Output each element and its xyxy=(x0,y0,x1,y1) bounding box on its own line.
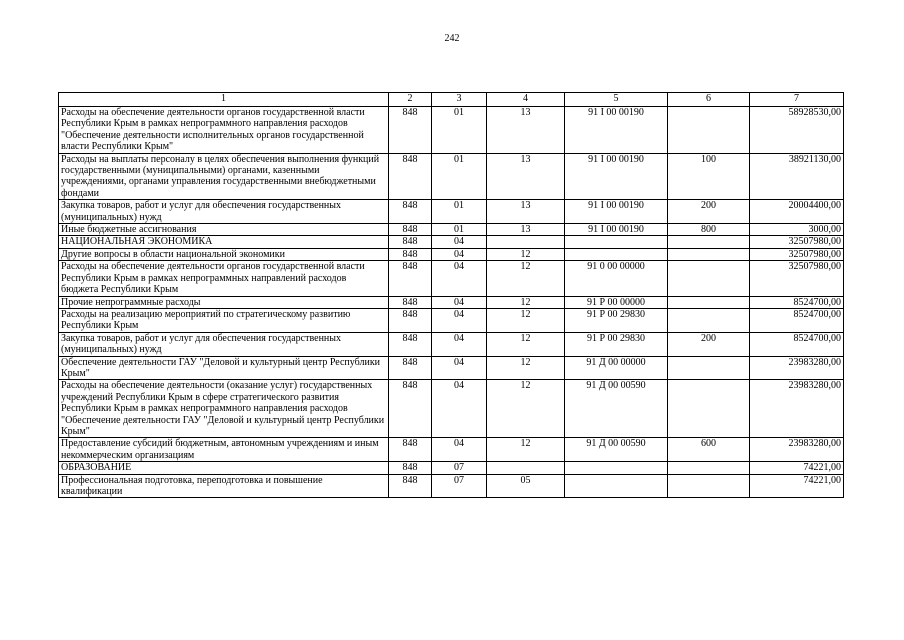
table-row xyxy=(59,224,844,236)
row-sum: 38921130,00 xyxy=(750,153,844,200)
table-row xyxy=(59,438,844,462)
table-row xyxy=(59,248,844,260)
row-name: Предоставление субсидий бюджетным, автономным учреждениям и иным некоммерческим организациям xyxy=(59,438,389,462)
row-csr xyxy=(565,474,668,498)
row-ved: 848 xyxy=(389,438,432,462)
header-col-2: 2 xyxy=(389,93,432,107)
row-ved: 848 xyxy=(389,308,432,332)
row-rz: 04 xyxy=(432,438,487,462)
row-csr: 91 Д 00 00590 xyxy=(565,438,668,462)
row-vr xyxy=(668,308,750,332)
row-sum: 20004400,00 xyxy=(750,200,844,224)
row-ved: 848 xyxy=(389,236,432,248)
row-name: Расходы на выплаты персоналу в целях обеспечения выполнения функций государственными (муниципальными) органами, казенными учреждениями, органами управления государственными внебюджетными фондами xyxy=(59,153,389,200)
row-ved: 848 xyxy=(389,224,432,236)
row-sum: 23983280,00 xyxy=(750,380,844,438)
row-vr: 200 xyxy=(668,332,750,356)
header-col-4: 4 xyxy=(487,93,565,107)
row-rz: 04 xyxy=(432,261,487,296)
row-ved: 848 xyxy=(389,153,432,200)
row-ved: 848 xyxy=(389,200,432,224)
row-vr xyxy=(668,248,750,260)
header-col-1: 1 xyxy=(59,93,389,107)
row-csr: 91 0 00 00000 xyxy=(565,261,668,296)
row-sum: 32507980,00 xyxy=(750,261,844,296)
row-pr xyxy=(487,462,565,474)
row-pr: 12 xyxy=(487,261,565,296)
header-col-5: 5 xyxy=(565,93,668,107)
header-col-7: 7 xyxy=(750,93,844,107)
row-name: Закупка товаров, работ и услуг для обеспечения государственных (муниципальных) нужд xyxy=(59,200,389,224)
row-pr: 12 xyxy=(487,308,565,332)
row-vr xyxy=(668,462,750,474)
row-ved: 848 xyxy=(389,296,432,308)
row-vr xyxy=(668,356,750,380)
table-row xyxy=(59,107,844,154)
row-sum: 23983280,00 xyxy=(750,356,844,380)
row-name: НАЦИОНАЛЬНАЯ ЭКОНОМИКА xyxy=(59,236,389,248)
row-sum: 23983280,00 xyxy=(750,438,844,462)
row-ved: 848 xyxy=(389,261,432,296)
row-vr xyxy=(668,380,750,438)
table-row xyxy=(59,474,844,498)
row-rz: 07 xyxy=(432,474,487,498)
row-pr: 12 xyxy=(487,332,565,356)
row-vr: 600 xyxy=(668,438,750,462)
row-csr xyxy=(565,236,668,248)
row-csr xyxy=(565,462,668,474)
row-name: Профессиональная подготовка, переподготовка и повышение квалификации xyxy=(59,474,389,498)
row-sum: 74221,00 xyxy=(750,474,844,498)
row-pr: 05 xyxy=(487,474,565,498)
row-ved: 848 xyxy=(389,332,432,356)
row-rz: 01 xyxy=(432,153,487,200)
row-sum: 8524700,00 xyxy=(750,332,844,356)
row-sum: 32507980,00 xyxy=(750,248,844,260)
row-rz: 01 xyxy=(432,200,487,224)
row-csr: 91 Р 00 00000 xyxy=(565,296,668,308)
table-row xyxy=(59,462,844,474)
row-csr: 91 I 00 00190 xyxy=(565,153,668,200)
row-pr: 13 xyxy=(487,224,565,236)
table-row xyxy=(59,200,844,224)
row-vr xyxy=(668,474,750,498)
table-row xyxy=(59,153,844,200)
row-sum: 3000,00 xyxy=(750,224,844,236)
row-rz: 04 xyxy=(432,380,487,438)
budget-table xyxy=(58,92,844,498)
row-vr xyxy=(668,236,750,248)
row-pr: 13 xyxy=(487,107,565,154)
row-name: Закупка товаров, работ и услуг для обеспечения государственных (муниципальных) нужд xyxy=(59,332,389,356)
row-rz: 04 xyxy=(432,236,487,248)
row-ved: 848 xyxy=(389,474,432,498)
row-rz: 07 xyxy=(432,462,487,474)
row-name: Иные бюджетные ассигнования xyxy=(59,224,389,236)
row-name: Расходы на обеспечение деятельности органов государственной власти Республики Крым в рамках непрограммного направления расходов "Обеспечение деятельности исполнительных органов государственной власти Республики Крым" xyxy=(59,107,389,154)
row-csr: 91 Р 00 29830 xyxy=(565,308,668,332)
header-col-3: 3 xyxy=(432,93,487,107)
row-csr: 91 I 00 00190 xyxy=(565,224,668,236)
row-pr: 12 xyxy=(487,438,565,462)
row-name: Расходы на обеспечение деятельности органов государственной власти Республики Крым в рамках непрограммных направлений расходов бюджета Республики Крым xyxy=(59,261,389,296)
row-vr: 200 xyxy=(668,200,750,224)
row-sum: 74221,00 xyxy=(750,462,844,474)
row-sum: 32507980,00 xyxy=(750,236,844,248)
table-row xyxy=(59,308,844,332)
table-row xyxy=(59,236,844,248)
header-col-6: 6 xyxy=(668,93,750,107)
row-sum: 8524700,00 xyxy=(750,296,844,308)
row-csr: 91 Р 00 29830 xyxy=(565,332,668,356)
row-pr: 12 xyxy=(487,380,565,438)
row-vr: 100 xyxy=(668,153,750,200)
row-vr xyxy=(668,261,750,296)
row-name: ОБРАЗОВАНИЕ xyxy=(59,462,389,474)
row-csr xyxy=(565,248,668,260)
row-pr: 13 xyxy=(487,200,565,224)
row-ved: 848 xyxy=(389,462,432,474)
row-rz: 01 xyxy=(432,224,487,236)
row-pr: 12 xyxy=(487,356,565,380)
row-sum: 58928530,00 xyxy=(750,107,844,154)
row-vr: 800 xyxy=(668,224,750,236)
table-row xyxy=(59,296,844,308)
row-rz: 04 xyxy=(432,296,487,308)
row-ved: 848 xyxy=(389,356,432,380)
row-vr xyxy=(668,107,750,154)
row-ved: 848 xyxy=(389,248,432,260)
row-vr xyxy=(668,296,750,308)
row-name: Другие вопросы в области национальной экономики xyxy=(59,248,389,260)
row-name: Расходы на реализацию мероприятий по стратегическому развитию Республики Крым xyxy=(59,308,389,332)
row-name: Расходы на обеспечение деятельности (оказание услуг) государственных учреждений Республики Крым в сфере стратегического развития Республики Крым в рамках непрограммного направления расходов "Обеспечение деятельности ГАУ "Деловой и культурный центр Республики Крым" xyxy=(59,380,389,438)
row-rz: 04 xyxy=(432,332,487,356)
header-row xyxy=(59,93,844,107)
row-pr: 12 xyxy=(487,296,565,308)
row-pr: 12 xyxy=(487,248,565,260)
row-csr: 91 Д 00 00000 xyxy=(565,356,668,380)
page-number: 242 xyxy=(444,33,460,44)
table-row xyxy=(59,332,844,356)
row-csr: 91 I 00 00190 xyxy=(565,107,668,154)
row-csr: 91 Д 00 00590 xyxy=(565,380,668,438)
row-ved: 848 xyxy=(389,380,432,438)
row-name: Прочие непрограммные расходы xyxy=(59,296,389,308)
row-ved: 848 xyxy=(389,107,432,154)
table-row xyxy=(59,261,844,296)
row-rz: 04 xyxy=(432,308,487,332)
table-row xyxy=(59,380,844,438)
row-sum: 8524700,00 xyxy=(750,308,844,332)
table-row xyxy=(59,356,844,380)
row-name: Обеспечение деятельности ГАУ "Деловой и культурный центр Республики Крым" xyxy=(59,356,389,380)
row-pr: 13 xyxy=(487,153,565,200)
row-pr xyxy=(487,236,565,248)
row-rz: 01 xyxy=(432,107,487,154)
row-csr: 91 I 00 00190 xyxy=(565,200,668,224)
row-rz: 04 xyxy=(432,248,487,260)
row-rz: 04 xyxy=(432,356,487,380)
